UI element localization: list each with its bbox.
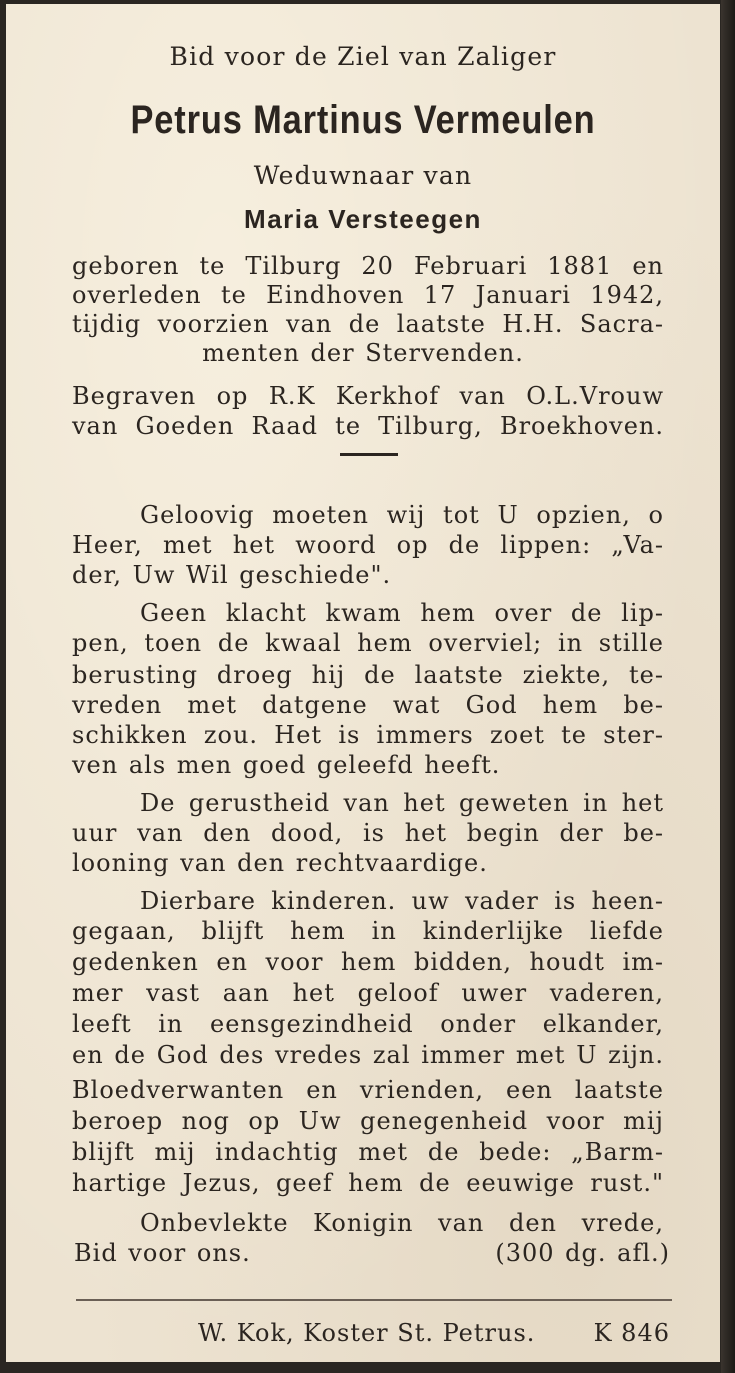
relation-line: Weduwnaar van	[253, 161, 473, 190]
text-line: Dierbare kinderen. uw vader is heen-	[140, 887, 664, 915]
printer-credit: W. Kok, Koster St. Petrus.	[198, 1319, 536, 1347]
text-line: uur van den dood, is het begin der be-	[72, 819, 664, 847]
text-line: Bloedverwanten en vrienden, een laatste	[72, 1076, 664, 1104]
text-line: Geen klacht kwam hem over de lip-	[140, 599, 664, 627]
short-divider	[340, 453, 398, 456]
text-line: vreden met datgene wat God hem be-	[72, 691, 664, 719]
bio-line: geboren te Tilburg 20 Februari 1881 en	[72, 252, 664, 280]
text-line: Onbevlekte Konigin van den vrede,	[140, 1209, 664, 1237]
footer-divider	[76, 1299, 672, 1301]
text-line: ven als men goed geleefd heeft.	[72, 751, 501, 779]
text-line: gedenken en voor hem bidden, houdt im-	[72, 948, 664, 976]
spouse-name: Maria Versteegen	[244, 204, 482, 234]
deceased-name: Petrus Martinus Vermeulen	[130, 98, 596, 142]
text-line: pen, toen de kwaal hem overviel; in stille	[72, 629, 664, 657]
bio-line: menten der Stervenden.	[202, 339, 524, 367]
text-line: der, Uw Wil geschiede".	[72, 561, 392, 589]
text-line: leeft in eensgezindheid onder elkander,	[72, 1010, 664, 1038]
memorial-card	[6, 4, 720, 1362]
text-line: blijft mij indachtig met de bede: „Barm-	[72, 1138, 664, 1166]
bio-line: overleden te Eindhoven 17 Januari 1942,	[72, 281, 664, 309]
bio-line: tijdig voorzien van de laatste H.H. Sacra-	[72, 310, 664, 338]
burial-line: Begraven op R.K Kerkhof van O.L.Vrouw	[72, 382, 664, 410]
text-line: schikken zou. Het is immers zoet te ster-	[72, 721, 664, 749]
text-line: looning van den rechtvaardige.	[72, 849, 488, 877]
text-line: gegaan, blijft hem in kinderlijke liefde	[72, 917, 664, 945]
card-code: K 846	[593, 1319, 670, 1347]
closing-right: (300 dg. afl.)	[495, 1239, 670, 1267]
card-edge	[721, 0, 735, 1373]
text-line: berusting droeg hij de laatste ziekte, te-	[72, 661, 664, 689]
text-line: Heer, met het woord op de lippen: „Va-	[72, 531, 664, 559]
text-line: en de God des vredes zal immer met U zijn.	[72, 1041, 664, 1069]
text-line: Geloovig moeten wij tot U opzien, o	[140, 501, 664, 529]
prayer-line: Bid voor de Ziel van Zaliger	[169, 42, 557, 71]
text-line: beroep nog op Uw genegenheid voor mij	[72, 1107, 664, 1135]
text-line: De gerustheid van het geweten in het	[140, 789, 664, 817]
text-line: hartige Jezus, geef hem de eeuwige rust."	[72, 1169, 664, 1197]
burial-line: van Goeden Raad te Tilburg, Broekhoven.	[72, 412, 664, 440]
closing-left: Bid voor ons.	[74, 1239, 251, 1267]
text-line: mer vast aan het geloof uwer vaderen,	[72, 979, 664, 1007]
